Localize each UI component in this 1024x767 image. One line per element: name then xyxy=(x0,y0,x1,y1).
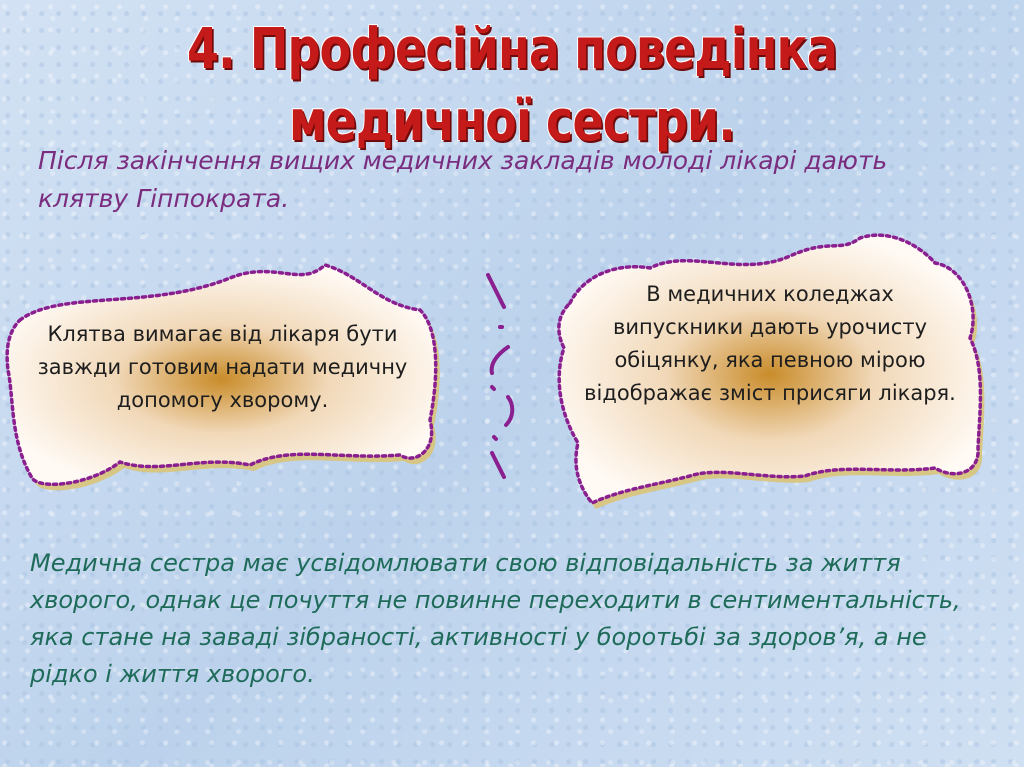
right-cloud-text: В медичних коледжах випускники дають урочисту обіцянку, яка певною мірою відображає зміст присяги лікаря. xyxy=(584,282,956,405)
right-cloud-callout xyxy=(540,218,1010,518)
slide-title: 4. Професійна поведінка медичної сестри. xyxy=(186,17,838,154)
decorative-dashes xyxy=(470,265,530,485)
left-cloud-callout xyxy=(0,250,450,500)
intro-text: Після закінчення вищих медичних закладів молоді лікарі дають клятву Гіппократа. xyxy=(38,146,888,213)
left-cloud-text: Клятва вимагає від лікаря бути завжди готовим надати медичну допомогу хворому. xyxy=(37,322,408,412)
closing-text: Медична сестра має усвідомлювати свою відповідальність за життя хворого, однак це почуття не повинне переходити в сентиментальність, яка стане на заваді зібраності, активності у боротьбі за здоров’я, а не рідко і життя хворого. xyxy=(30,549,961,688)
